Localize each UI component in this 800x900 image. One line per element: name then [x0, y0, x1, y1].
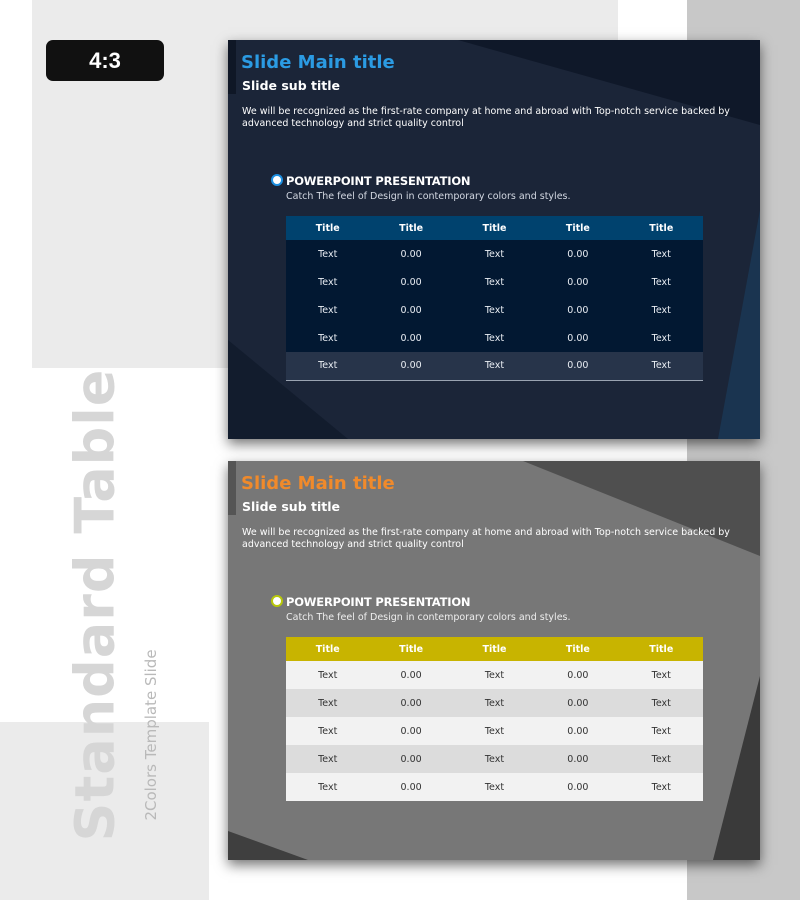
title-accent-bar	[228, 40, 236, 94]
table-cell: 0.00	[567, 248, 589, 260]
table-cell: Text	[484, 753, 505, 765]
table-cell: Text	[318, 276, 338, 288]
table-cell: Text	[651, 697, 671, 709]
table-cell: 0.00	[567, 697, 589, 709]
section-heading: POWERPOINT PRESENTATION	[286, 174, 471, 188]
table-cell: 0.00	[567, 332, 589, 344]
table-cell: Text	[318, 753, 338, 765]
table-header-row	[286, 637, 703, 661]
slide-description: We will be recognized as the first-rate company at home and abroad with Top-notch service backed by advanced technology and strict quality control	[242, 106, 730, 129]
title-accent-bar	[228, 461, 236, 515]
table-cell: 0.00	[567, 360, 589, 372]
table-header-cell: Title	[565, 643, 590, 655]
bullet-circle-icon	[271, 174, 283, 186]
table-cell: 0.00	[567, 276, 589, 288]
table-header-cell: Title	[565, 222, 590, 234]
table-cell: Text	[318, 304, 338, 316]
table-header-cell: Title	[315, 643, 340, 655]
table-header-cell: Title	[315, 222, 340, 234]
slide-main-title: Slide Main title	[241, 52, 395, 73]
table-cell: Text	[318, 669, 338, 681]
table-cell: Text	[651, 360, 671, 372]
table-cell: Text	[318, 697, 338, 709]
table-cell: 0.00	[400, 332, 422, 344]
table-cell: 0.00	[400, 276, 422, 288]
table-cell: Text	[484, 248, 505, 260]
table-cell: Text	[651, 781, 671, 793]
table-cell: Text	[484, 725, 505, 737]
standard-table	[286, 637, 703, 801]
table-row	[286, 773, 703, 801]
slide-dark-preview	[228, 40, 760, 439]
table-cell: 0.00	[400, 781, 422, 793]
bg-shape-bottom-left	[228, 831, 308, 860]
section-heading: POWERPOINT PRESENTATION	[286, 595, 471, 609]
side-title: Standard Table	[63, 368, 127, 842]
table-cell: 0.00	[567, 753, 589, 765]
table-row	[286, 717, 703, 745]
table-header-cell: Title	[482, 643, 507, 655]
table-cell: 0.00	[567, 304, 589, 316]
table-cell: 0.00	[400, 697, 422, 709]
table-row	[286, 324, 703, 352]
table-header-cell: Title	[482, 222, 507, 234]
section-subtext: Catch The feel of Design in contemporary colors and styles.	[286, 612, 571, 623]
table-cell: Text	[484, 276, 505, 288]
slide-description: We will be recognized as the first-rate company at home and abroad with Top-notch service backed by advanced technology and strict quality control	[242, 527, 730, 550]
standard-table	[286, 216, 703, 381]
table-cell: Text	[484, 360, 505, 372]
table-cell: Text	[318, 360, 338, 372]
table-cell: Text	[651, 669, 671, 681]
table-cell: Text	[484, 781, 505, 793]
table-cell: 0.00	[400, 753, 422, 765]
table-header-cell: Title	[649, 222, 674, 234]
table-cell: Text	[484, 304, 505, 316]
table-row	[286, 268, 703, 296]
slide-main-title: Slide Main title	[241, 473, 395, 494]
table-cell: 0.00	[400, 304, 422, 316]
table-cell: 0.00	[400, 360, 422, 372]
table-cell: 0.00	[567, 781, 589, 793]
table-row	[286, 352, 703, 380]
table-cell: Text	[651, 304, 671, 316]
slide-gray-preview	[228, 461, 760, 860]
table-cell: Text	[318, 332, 338, 344]
table-header-row	[286, 216, 703, 240]
table-header-cell: Title	[399, 222, 424, 234]
table-cell: Text	[484, 669, 505, 681]
table-row	[286, 661, 703, 689]
table-cell: Text	[318, 781, 338, 793]
section-subtext: Catch The feel of Design in contemporary colors and styles.	[286, 191, 571, 202]
table-cell: 0.00	[400, 669, 422, 681]
table-cell: 0.00	[400, 248, 422, 260]
table-row	[286, 296, 703, 324]
table-cell: Text	[651, 332, 671, 344]
table-cell: Text	[484, 697, 505, 709]
table-cell: Text	[318, 725, 338, 737]
bullet-circle-icon	[271, 595, 283, 607]
bg-shape-bottom-right	[718, 210, 760, 439]
table-cell: 0.00	[567, 725, 589, 737]
table-header-cell: Title	[649, 643, 674, 655]
slide-sub-title: Slide sub title	[242, 78, 340, 93]
table-cell: 0.00	[400, 725, 422, 737]
table-header-cell: Title	[399, 643, 424, 655]
table-cell: Text	[651, 276, 671, 288]
table-cell: Text	[651, 725, 671, 737]
aspect-ratio-badge: 4:3	[46, 40, 164, 81]
table-cell: Text	[651, 248, 671, 260]
slide-sub-title: Slide sub title	[242, 499, 340, 514]
side-subtitle: 2Colors Template Slide	[142, 649, 160, 821]
table-row	[286, 240, 703, 268]
table-cell: 0.00	[567, 669, 589, 681]
table-row	[286, 689, 703, 717]
table-row	[286, 745, 703, 773]
table-cell: Text	[651, 753, 671, 765]
table-cell: Text	[484, 332, 505, 344]
bg-shape-bottom-right	[713, 676, 760, 860]
table-cell: Text	[318, 248, 338, 260]
